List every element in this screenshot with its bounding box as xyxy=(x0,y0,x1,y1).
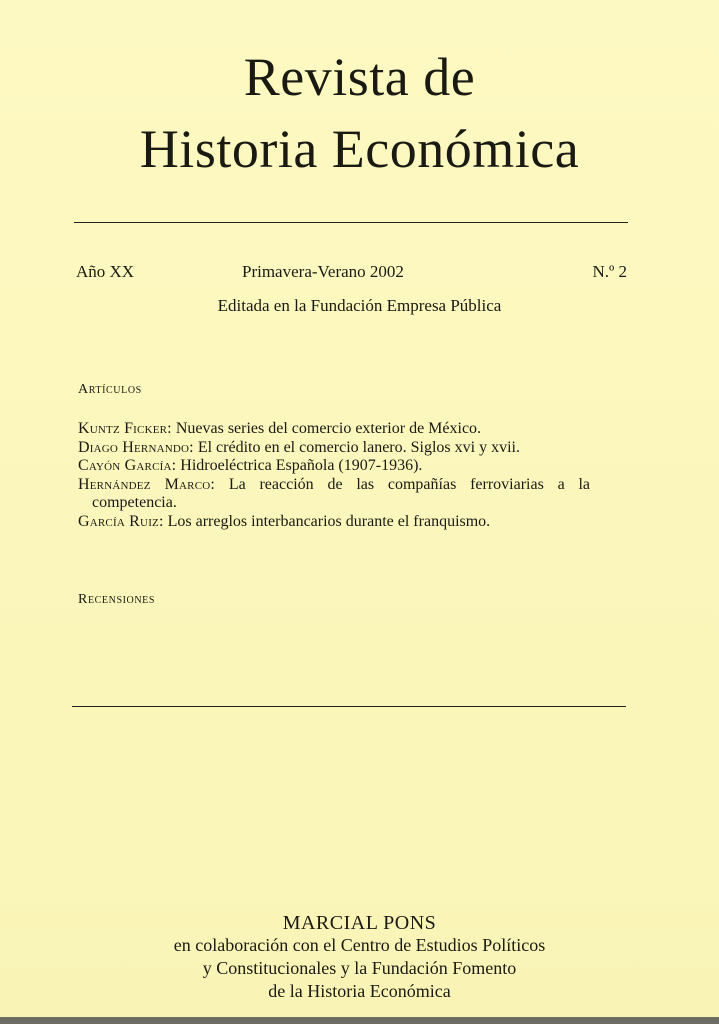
publisher-collab-line: y Constitucionales y la Fundación Fomento xyxy=(202,958,517,978)
issue-season: Primavera-Verano 2002 xyxy=(242,262,404,281)
article-item xyxy=(78,513,590,532)
scan-edge-strip xyxy=(0,1017,719,1024)
articles-list xyxy=(78,420,590,531)
article-title: Los arreglos interbancarios durante el franquismo. xyxy=(167,512,491,530)
edited-by-line: Editada en la Fundación Empresa Pública xyxy=(217,296,502,315)
article-author: García Ruiz: xyxy=(78,512,164,530)
article-author: Hernández Marco: xyxy=(78,475,216,493)
volume-year: Año XX xyxy=(76,262,135,281)
article-title: Hidroeléctrica Española (1907-1936). xyxy=(180,457,423,474)
publisher-name: MARCIAL PONS xyxy=(282,912,437,934)
journal-title-line1: Revista de xyxy=(243,47,476,107)
publisher-collab-line: de la Historia Económica xyxy=(268,981,451,1001)
bottom-divider xyxy=(72,706,626,707)
article-author: Diago Hernando: xyxy=(78,438,194,456)
top-divider xyxy=(74,222,628,223)
publisher-collab-line: en colaboración con el Centro de Estudios Políticos xyxy=(173,935,546,955)
reviews-heading: Recensiones xyxy=(78,592,156,607)
article-author: Kuntz Ficker: xyxy=(78,420,172,437)
article-item xyxy=(78,457,590,476)
articles-heading: Artículos xyxy=(78,382,142,397)
article-title: Nuevas series del comercio exterior de México. xyxy=(175,420,482,437)
article-item xyxy=(78,476,590,513)
article-item xyxy=(78,439,590,458)
journal-title-line2: Historia Económica xyxy=(139,119,580,179)
article-title: La reacción de las compañías ferroviarias a la competencia. xyxy=(92,475,591,511)
issue-number: N.º 2 xyxy=(592,262,627,281)
article-author: Cayón García: xyxy=(78,457,177,474)
article-item xyxy=(78,420,590,439)
article-title: El crédito en el comercio lanero. Siglos xvi y xvii. xyxy=(197,438,520,456)
